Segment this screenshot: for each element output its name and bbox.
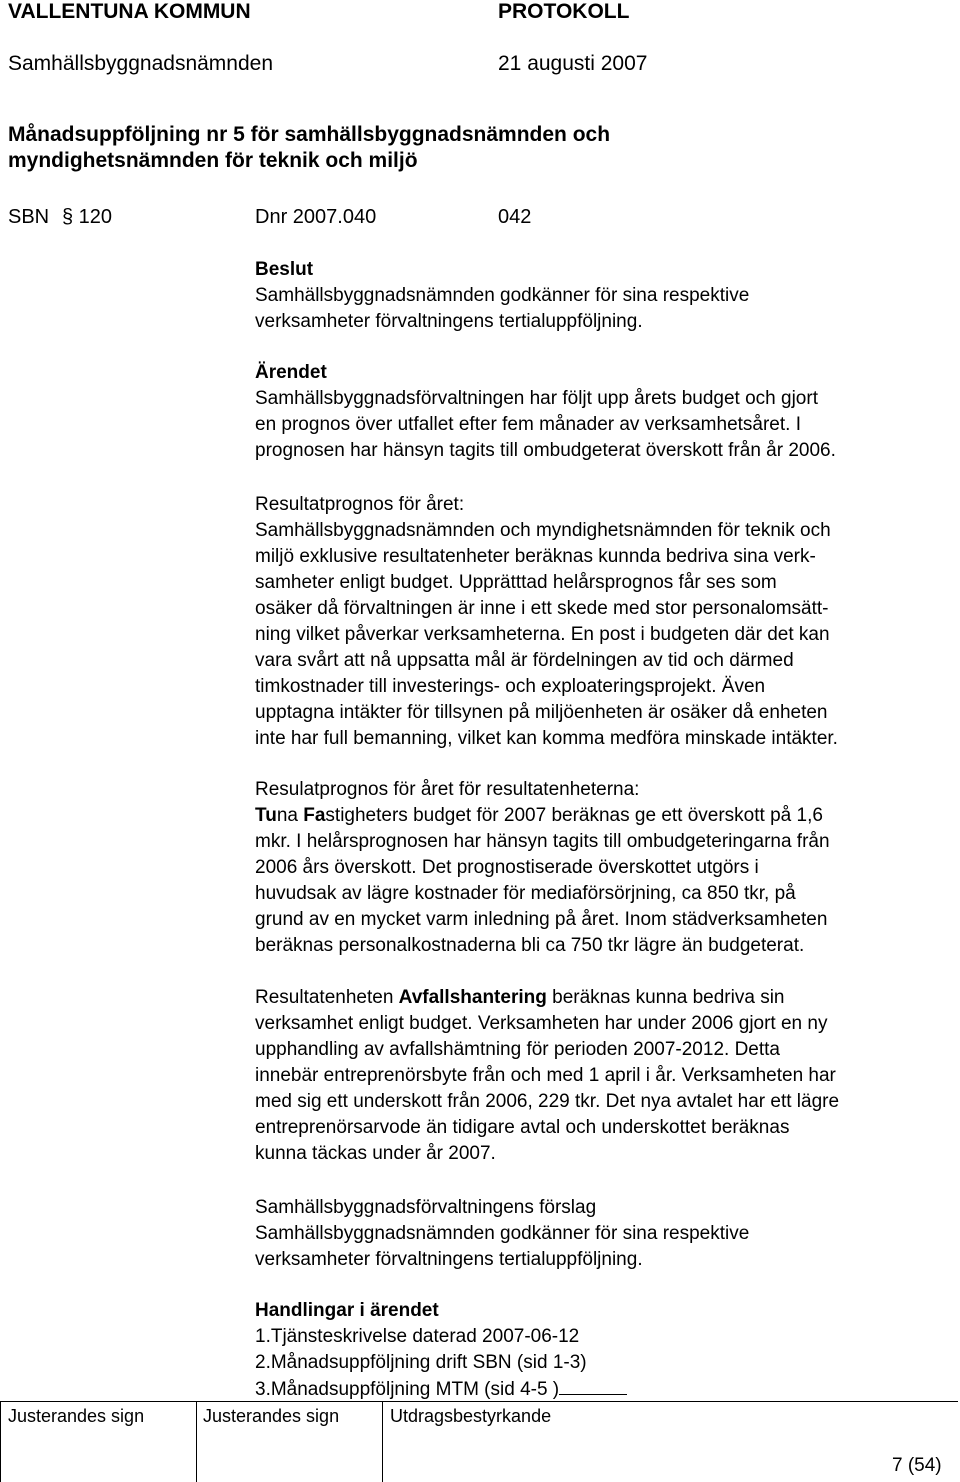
text-line: upptagna intäkter för tillsynen på miljöenheten är osäker då enheten — [255, 702, 828, 723]
ref-sbn: SBN — [8, 206, 50, 228]
footer-sign-2: Justerandes sign — [203, 1406, 340, 1426]
list-item-text: 3.Månadsuppföljning MTM (sid 4-5 ) — [255, 1379, 560, 1400]
footer-divider — [0, 1401, 1, 1482]
footer-divider — [196, 1401, 197, 1482]
section-resultatenheter — [255, 777, 955, 959]
inline-text: beräknas kunna bedriva sin — [546, 987, 785, 1008]
section-beslut — [255, 257, 955, 335]
page-number: 7 (54) — [892, 1455, 942, 1476]
ref-section: § 120 — [62, 206, 113, 228]
list-item — [255, 1376, 955, 1403]
text-line: huvudsak av lägre kostnader för mediaförsörjning, ca 850 tkr, på — [255, 883, 796, 904]
list-item: 2.Månadsuppföljning drift SBN (sid 1-3) — [255, 1352, 587, 1373]
text-line: miljö exklusive resultatenheter beräknas kunnda bedriva sina verk- — [255, 546, 816, 567]
document-type: PROTOKOLL — [498, 0, 630, 23]
text-line: Samhällsbyggnadsnämnden godkänner för sina respektive — [255, 1223, 750, 1244]
text-line: Samhällsbyggnadsnämnden och myndighetsnämnden för teknik och — [255, 520, 831, 541]
ref-dnr: Dnr 2007.040 — [255, 206, 377, 228]
meeting-date: 21 augusti 2007 — [498, 52, 648, 75]
text-line: samheter enligt budget. Upprätttad helårsprognos får ses som — [255, 572, 777, 593]
page-title — [8, 122, 610, 174]
bold-text: Tu — [255, 805, 277, 826]
bold-text: Fa — [303, 805, 326, 826]
title-line: myndighetsnämnden för teknik och miljö — [8, 149, 418, 172]
committee-name: Samhällsbyggnadsnämnden — [8, 52, 274, 75]
text-line — [255, 985, 955, 1011]
text-line: grund av en mycket varm inledning på året. Inom städverksamheten — [255, 909, 828, 930]
inline-text: Resultatenheten — [255, 987, 399, 1008]
footer-divider — [382, 1401, 383, 1482]
section-heading: Beslut — [255, 259, 314, 280]
text-line: ning vilket påverkar verksamheterna. En post i budgeten där det kan — [255, 624, 830, 645]
text-line: innebär entreprenörsbyte från och med 1 april i år. Verksamheten har — [255, 1065, 836, 1086]
section-heading: Ärendet — [255, 362, 327, 383]
org-name: VALLENTUNA KOMMUN — [8, 0, 251, 23]
section-arendet — [255, 360, 955, 464]
footer-sign-1: Justerandes sign — [8, 1406, 145, 1426]
text-line: verksamhet enligt budget. Verksamheten har under 2006 gjort en ny — [255, 1013, 828, 1034]
text-line: inte har full bemanning, vilket kan komma medföra minskade intäkter. — [255, 728, 838, 749]
section-resultatprognos — [255, 492, 955, 752]
section-handlingar — [255, 1298, 955, 1403]
section-heading: Resulatprognos för året för resultatenheterna: — [255, 779, 640, 800]
text-line: Samhällsbyggnadsnämnden godkänner för sina respektive — [255, 285, 750, 306]
text-line: med sig ett underskott från 2006, 229 tkr. Det nya avtalet har ett lägre — [255, 1091, 840, 1112]
text-line: vara svårt att nå uppsatta mål är fördelningen av tid och därmed — [255, 650, 794, 671]
section-avfallshantering — [255, 985, 955, 1167]
title-line: Månadsuppföljning nr 5 för samhällsbyggnadsnämnden och — [8, 123, 611, 146]
text-line: mkr. I helårsprognosen har hänsyn tagits till ombudgeteringarna från — [255, 831, 830, 852]
text-line: kunna täckas under år 2007. — [255, 1143, 496, 1164]
footer-extract: Utdragsbestyrkande — [390, 1406, 552, 1426]
section-heading: Samhällsbyggnadsförvaltningens förslag — [255, 1197, 597, 1218]
text-line: prognosen har hänsyn tagits till ombudgeterat överskott från år 2006. — [255, 440, 836, 461]
ref-code: 042 — [498, 206, 532, 228]
text-line: en prognos över utfallet efter fem månader av verksamhetsåret. I — [255, 414, 801, 435]
text-line: entreprenörsarvode än tidigare avtal och underskottet beräknas — [255, 1117, 790, 1138]
text-line: beräknas personalkostnaderna bli ca 750 tkr lägre än budgeterat. — [255, 935, 805, 956]
text-line: osäker då förvaltningen är inne i ett skede med stor personalomsätt- — [255, 598, 829, 619]
section-heading: Resultatprognos för året: — [255, 494, 465, 515]
text-line: upphandling av avfallshämtning för perioden 2007-2012. Detta — [255, 1039, 780, 1060]
text-line: verksamheter förvaltningens tertialuppföljning. — [255, 1249, 643, 1270]
inline-text: stigheters budget för 2007 beräknas ge ett överskott på 1,6 — [325, 805, 823, 826]
text-line — [255, 803, 955, 829]
underline-blank — [559, 1376, 627, 1395]
bold-text: Avfallshantering — [398, 987, 547, 1008]
text-line: timkostnader till investerings- och exploateringsprojekt. Även — [255, 676, 766, 697]
section-heading: Handlingar i ärendet — [255, 1300, 439, 1321]
text-line: 2006 års överskott. Det prognostiserade överskottet utgörs i — [255, 857, 759, 878]
text-line: verksamheter förvaltningens tertialuppföljning. — [255, 311, 643, 332]
inline-text: na — [276, 805, 304, 826]
text-line: Samhällsbyggnadsförvaltningen har följt upp årets budget och gjort — [255, 388, 818, 409]
footer-rule — [0, 1401, 958, 1402]
section-forslag — [255, 1195, 955, 1273]
list-item: 1.Tjänsteskrivelse daterad 2007-06-12 — [255, 1326, 580, 1347]
